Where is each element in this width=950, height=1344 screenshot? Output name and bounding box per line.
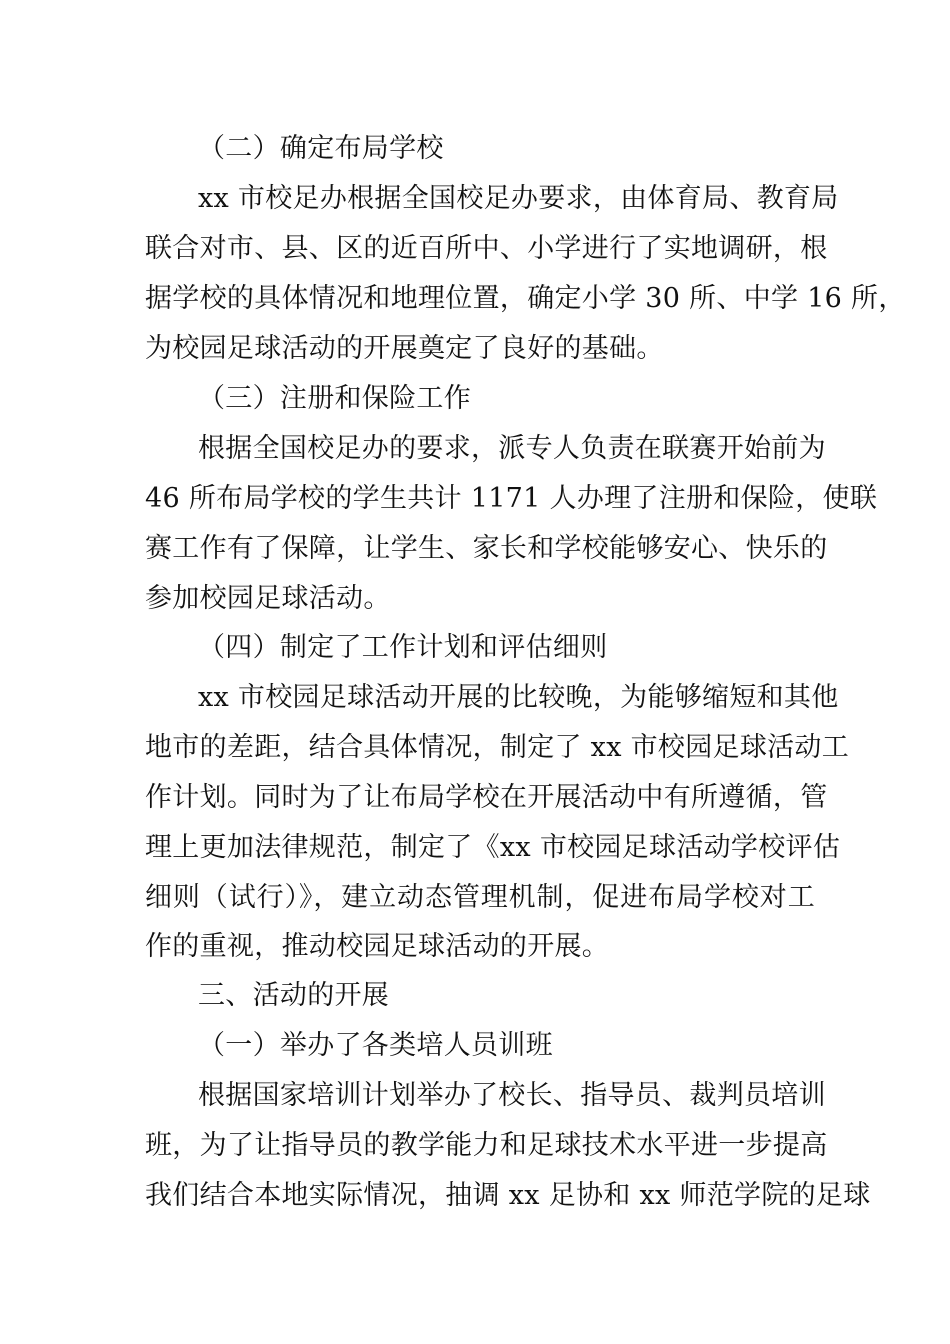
section-heading: 三、活动的开展	[198, 980, 390, 1011]
paragraph-line: 参加校园足球活动。	[145, 583, 391, 614]
section-heading: （三）注册和保险工作	[198, 383, 471, 414]
paragraph-line: 我们结合本地实际情况，抽调 xx 足协和 xx 师范学院的足球	[145, 1180, 871, 1211]
section-heading: （四）制定了工作计划和评估细则	[198, 632, 608, 663]
paragraph-line: 理上更加法律规范，制定了《xx 市校园足球活动学校评估	[145, 832, 841, 863]
paragraph-line: xx 市校足办根据全国校足办要求，由体育局、教育局	[198, 183, 839, 214]
paragraph-line: 根据国家培训计划举办了校长、指导员、裁判员培训	[198, 1080, 826, 1111]
section-heading: （一）举办了各类培人员训班	[198, 1030, 553, 1061]
paragraph-line: 根据全国校足办的要求，派专人负责在联赛开始前为	[198, 433, 826, 464]
paragraph-line: 联合对市、县、区的近百所中、小学进行了实地调研，根	[145, 233, 828, 264]
paragraph-line: 46 所布局学校的学生共计 1171 人办理了注册和保险，使联	[145, 483, 878, 514]
paragraph-line: 细则（试行）》，建立动态管理机制，促进布局学校对工	[145, 882, 815, 913]
paragraph-line: 地市的差距，结合具体情况，制定了 xx 市校园足球活动工	[145, 732, 850, 763]
paragraph-line: xx 市校园足球活动开展的比较晚，为能够缩短和其他	[198, 682, 839, 713]
paragraph-line: 为校园足球活动的开展奠定了良好的基础。	[145, 333, 664, 364]
paragraph-line: 据学校的具体情况和地理位置，确定小学 30 所、中学 16 所，	[145, 283, 906, 314]
paragraph-line: 班，为了让指导员的教学能力和足球技术水平进一步提高	[145, 1130, 828, 1161]
paragraph-line: 赛工作有了保障，让学生、家长和学校能够安心、快乐的	[145, 533, 828, 564]
paragraph-line: 作的重视，推动校园足球活动的开展。	[145, 931, 610, 962]
section-heading: （二）确定布局学校	[198, 133, 444, 164]
paragraph-line: 作计划。同时为了让布局学校在开展活动中有所遵循，管	[145, 782, 828, 813]
